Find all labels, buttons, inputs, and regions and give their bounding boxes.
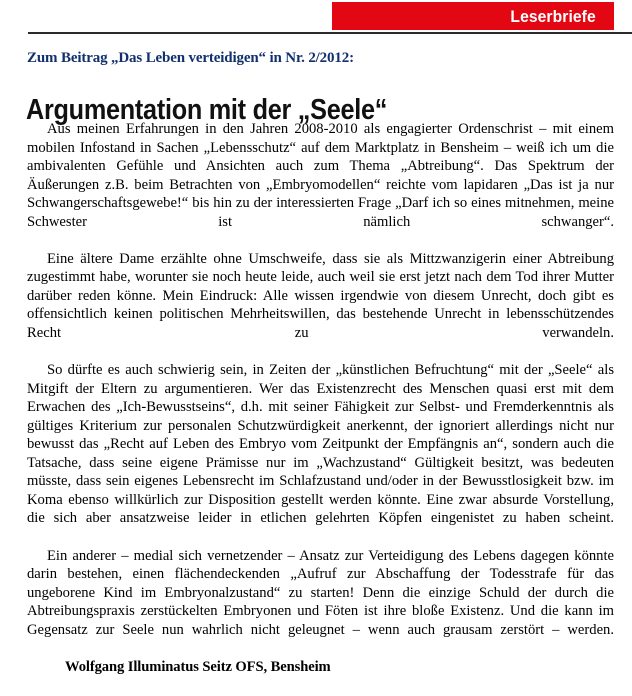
article-paragraph: Aus meinen Erfahrungen in den Jahren 2008-2010 als engagierter Ordenschrist – mit einem mobilen Infostand in Sachen „Lebensschutz“ auf dem Marktplatz in Bensheim – weiß ich um die ambivalenten Gefühle und Ansichten auch zum Thema „Abtreibung“. Das Spektrum der Äußerungen z.B. beim Betrachten von „Embryomodellen“ reichte vom lapidaren „Das ist ja nur Schwangerschaftsgewebe!“ bis hin zu der interessierten Frage „Darf ich so eines mitnehmen, meine Schwester ist nämlich schwanger“. (27, 121, 614, 230)
section-banner-label: Leserbriefe (510, 6, 596, 26)
masthead (0, 0, 632, 40)
article-kicker: Zum Beitrag „Das Leben verteidigen“ in Nr. 2/2012: (27, 50, 354, 66)
section-banner (332, 2, 614, 30)
article-body (27, 120, 614, 658)
masthead-divider (28, 32, 632, 34)
article-byline: Wolfgang Illuminatus Seitz OFS, Bensheim (65, 659, 331, 675)
article-paragraph: So dürfte es auch schwierig sein, in Zeiten der „künstlichen Befruchtung“ mit der „Seele“ als Mitgift der Eltern zu argumentieren. Wer das Existenzrecht des Menschen quasi erst mit dem Erwachen des „Ich-Bewusstseins“, d.h. mit seiner Fähigkeit zur Selbst- und Fremderkenntnis als gültiges Kriterium zur personalen Schutzwürdigkeit anerkennt, der ignoriert allerdings nicht nur bewusst das „Recht auf Leben des Embryo vom Zeitpunkt der Empfängnis an“, sondern auch die Tatsache, dass seine eigene Prämisse nur im „Wachzustand“ Gültigkeit besitzt, was bedeuten müsste, dass sein eigenes Lebensrecht im Schlafzustand und/oder in der Bewusstlosigkeit bzw. im Koma ebenso willkürlich zur Disposition gestellt werden könnte. Eine zwar absurde Vorstellung, die sich aber ansatzweise leider in etlichen gelehrten Köpfen eingenistet zu haben scheint. (27, 362, 614, 527)
article-paragraph: Eine ältere Dame erzählte ohne Umschweife, dass sie als Mittzwanzigerin einer Abtreibung zugestimmt habe, worunter sie noch heute leide, auch weil sie erst jetzt nach dem Tod ihrer Mutter darüber reden könne. Mein Eindruck: Alle wissen irgendwie von diesem Unrecht, doch gibt es offensichtlich keinen politischen Mehrheitswillen, das bestehende Unrecht in lebensschützendes Recht zu verwandeln. (27, 250, 614, 342)
article-headline: Argumentation mit der „Seele“ (26, 94, 388, 127)
article-paragraph: Ein anderer – medial sich vernetzender – Ansatz zur Verteidigung des Lebens dagegen könnte darin bestehen, einen flächendeckenden „Aufruf zur Abschaffung der Todesstrafe für das ungeborene Kind im Embryonalzustand“ zu starten! Denn die einzige Schuld der durch die Abtreibungspraxis zerstückelten Embryonen und Föten ist ihre bloße Existenz. Und die kann im Gegensatz zur Seele nun wahrlich nicht geleugnet – wenn auch grausam zerstört – werden. (27, 547, 614, 638)
